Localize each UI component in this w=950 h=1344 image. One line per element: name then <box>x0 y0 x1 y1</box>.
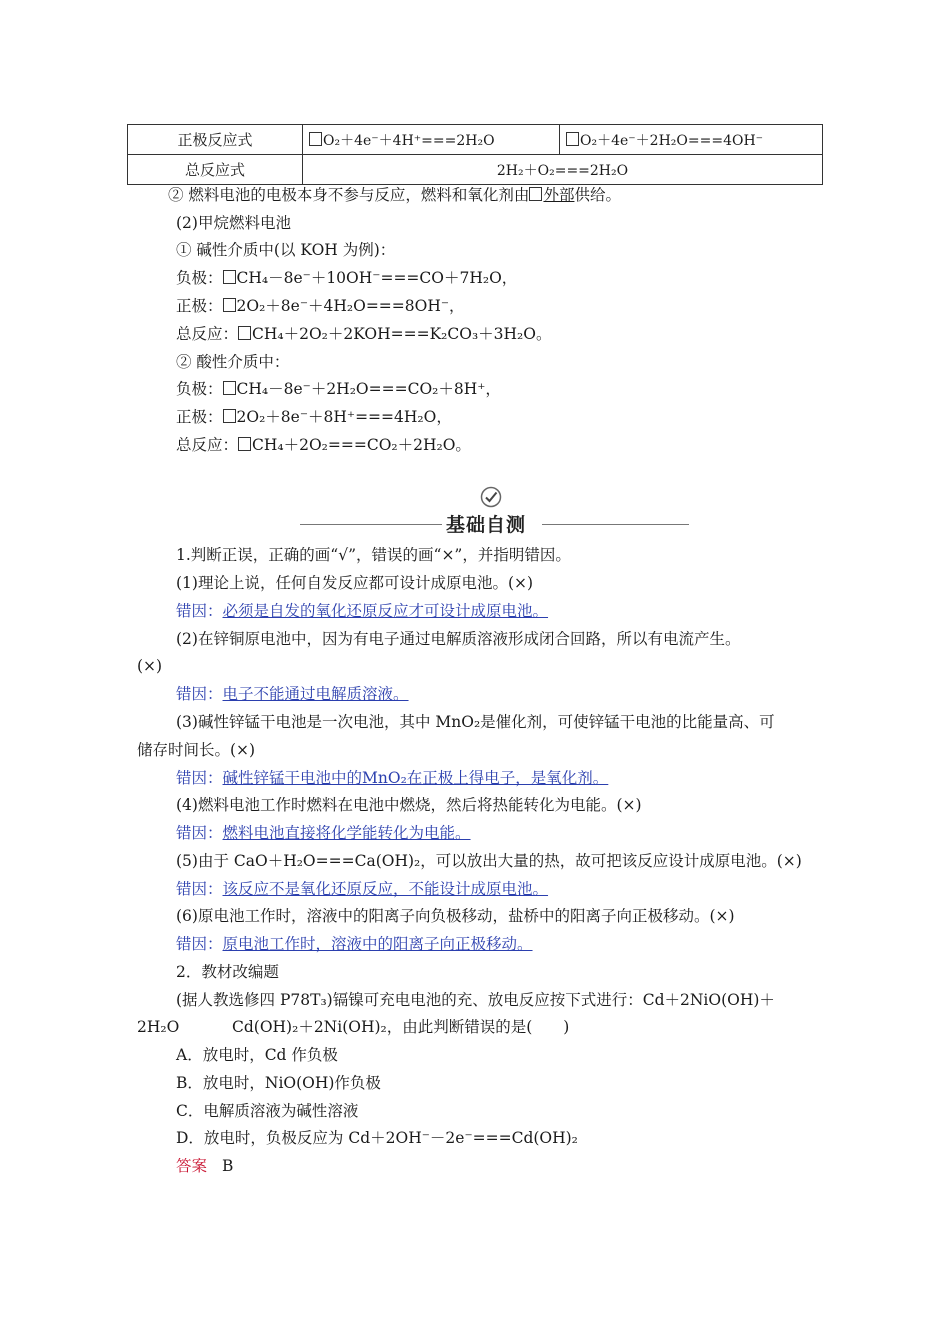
electrode-reaction-table <box>127 124 823 185</box>
q1-item-2-cont: (×) <box>137 657 163 675</box>
q2-line-2-right: Cd(OH)₂＋2Ni(OH)₂，由此判断错误的是( ) <box>232 1018 570 1036</box>
q2-line-1: (据人教选修四 P78T₃)镉镍可充电电池的充、放电反应按下式进行：Cd＋2NiO(OH)＋ <box>176 991 775 1009</box>
row-header: 总反应式 <box>128 155 303 185</box>
q1-reason-6: 错因：原电池工作时，溶液中的阳离子向正极移动。 <box>176 935 533 953</box>
q2-stem: 2．教材改编题 <box>176 963 279 981</box>
check-circle-icon <box>480 486 502 508</box>
q1-stem: 1.判断正误，正确的画“√”，错误的画“×”，并指明错因。 <box>176 546 571 564</box>
answer-label: 答案 <box>176 1157 208 1175</box>
table-cell: O₂＋4e⁻＋2H₂O===4OH⁻ <box>560 125 823 155</box>
acid-negative: 负极： CH₄－8e⁻＋2H₂O===CO₂＋8H⁺， <box>176 380 501 398</box>
q1-reason-2: 错因：电子不能通过电解质溶液。 <box>176 685 409 703</box>
q1-item-1: (1)理论上说，任何自发反应都可设计成原电池。(×) <box>176 574 534 592</box>
acid-positive: 正极： 2O₂＋8e⁻＋8H⁺===4H₂O， <box>176 408 452 426</box>
answer-box <box>238 326 251 340</box>
answer-box <box>223 270 236 284</box>
answer-box <box>238 437 251 451</box>
alkaline-positive: 正极： 2O₂＋8e⁻＋4H₂O===8OH⁻， <box>176 297 465 315</box>
alkaline-negative: 负极： CH₄－8e⁻＋10OH⁻===CO＋7H₂O， <box>176 269 518 287</box>
acid-total: 总反应： CH₄＋2O₂===CO₂＋2H₂O。 <box>176 436 471 454</box>
section-title: 基础自测 <box>446 514 527 536</box>
table-row <box>128 125 823 155</box>
q1-reason-5: 错因：该反应不是氧化还原反应，不能设计成原电池。 <box>176 880 549 898</box>
q1-item-6: (6)原电池工作时，溶液中的阳离子向负极移动，盐桥中的阳离子向正极移动。(×) <box>176 907 735 925</box>
divider-left <box>300 524 442 525</box>
methane-title: (2)甲烷燃料电池 <box>176 214 291 232</box>
q1-item-3: (3)碱性锌锰干电池是一次电池，其中 MnO₂是催化剂，可使锌锰干电池的比能量高、可 <box>176 713 775 731</box>
q1-item-2: (2)在锌铜原电池中，因为有电子通过电解质溶液形成闭合回路，所以有电流产生。 <box>176 630 741 648</box>
table-row <box>128 155 823 185</box>
answer-box <box>223 381 236 395</box>
q2-option-c: C．电解质溶液为碱性溶液 <box>176 1102 359 1120</box>
q2-line-2-left: 2H₂O <box>137 1018 180 1036</box>
q1-item-3-cont: 储存时间长。(×) <box>137 741 256 759</box>
alkaline-total: 总反应： CH₄＋2O₂＋2KOH===K₂CO₃＋3H₂O。 <box>176 325 552 343</box>
answer-box <box>223 409 236 423</box>
fuel-cell-note: ② 燃料电池的电极本身不参与反应，燃料和氧化剂由 外部供给。 <box>168 186 621 204</box>
alkaline-title: ① 碱性介质中(以 KOH 为例)： <box>176 241 396 259</box>
q1-reason-4: 错因：燃料电池直接将化学能转化为电能。 <box>176 824 471 842</box>
q1-reason-3: 错因：碱性锌锰干电池中的MnO₂在正极上得电子，是氧化剂。 <box>176 769 609 787</box>
q2-option-d: D．放电时，负极反应为 Cd＋2OH⁻－2e⁻===Cd(OH)₂ <box>176 1129 578 1147</box>
table-cell: 2H₂＋O₂===2H₂O <box>303 155 823 185</box>
q2-answer <box>176 1156 233 1176</box>
q1-item-4: (4)燃料电池工作时燃料在电池中燃烧，然后将热能转化为电能。(×) <box>176 796 642 814</box>
answer-box <box>566 132 579 146</box>
acid-title: ② 酸性介质中： <box>176 353 290 371</box>
divider-right <box>542 524 689 525</box>
q1-reason-1: 错因：必须是自发的氧化还原反应才可设计成原电池。 <box>176 602 549 620</box>
answer-box <box>529 187 542 201</box>
answer-value: B <box>221 1157 234 1175</box>
q2-option-b: B．放电时，NiO(OH)作负极 <box>176 1074 381 1092</box>
table-cell: O₂＋4e⁻＋4H⁺===2H₂O <box>303 125 560 155</box>
row-header: 正极反应式 <box>128 125 303 155</box>
answer-box <box>309 132 322 146</box>
q1-item-5: (5)由于 CaO＋H₂O===Ca(OH)₂，可以放出大量的热，故可把该反应设计成原电池。(×) <box>176 852 802 870</box>
answer-box <box>223 298 236 312</box>
q2-option-a: A．放电时，Cd 作负极 <box>176 1046 338 1064</box>
